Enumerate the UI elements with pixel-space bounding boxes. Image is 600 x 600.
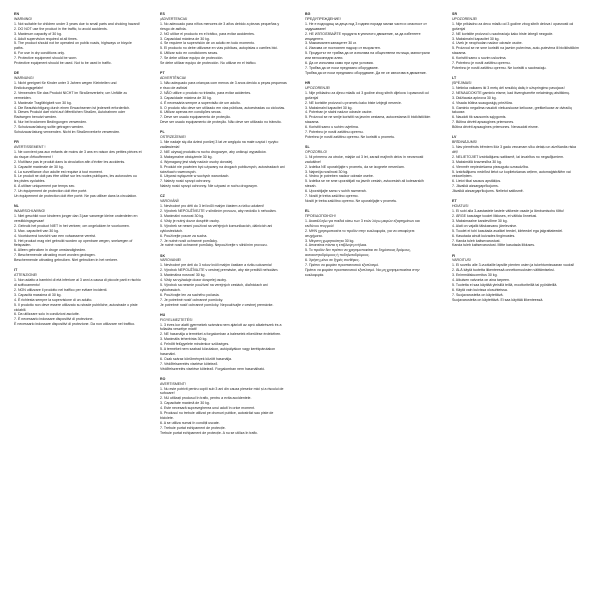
warning-line: 5. Il prodotto non deve essere utilizzato su strade pubbliche, autostrade o piste ciclabili. (14, 302, 138, 312)
warning-line: 3. Maximale Tragfähigkeit von 30 kg. (14, 100, 72, 105)
warning-line: 2. ÄRGE kasutage toodet liikluses, et vältida õnnetusi. (452, 214, 538, 218)
language-code: DE (14, 71, 20, 76)
warning-line: 5. Dieses Produkt darf nicht auf öffentlichen Straßen, Autobahnen oder Radwegen benutzt werden. (14, 110, 126, 120)
warning-line: 2. NE koristite proizvod u saobraćaju kako biste izbegli nezgode. (452, 31, 554, 36)
warning-heading: VAROVANIE! (160, 258, 182, 263)
warning-section-de (14, 71, 142, 135)
warning-line: 3. Maksimaalne kandevõime 30 kg. (452, 218, 508, 223)
warning-line: 5. O produto não deve ser utilizado em vias públicas, autoestradas ou ciclovias. (160, 105, 286, 110)
warning-line: Nositi je treba zaščitno opremo. Ne uporabljajte v prometu. (305, 199, 398, 203)
language-code: CZ (160, 194, 165, 199)
warning-line: 1. Niet geschikt voor kinderen jonger dan 3 jaar vanwege kleine onderdelen en verstikkingsgevaar! (14, 214, 138, 223)
warning-line: 4. Vedno je potreben nadzor odrasle osebe. (305, 174, 374, 179)
warning-section-nl (14, 204, 142, 263)
warning-line: 3. Maximum capacity of 30 kg. (14, 31, 62, 36)
warning-section-cz (160, 194, 288, 248)
warning-line: 5. Продуктът не трябва да се използва на обществени пътища, магистрали или велосипедни алеи. (305, 51, 430, 61)
language-code: NL (14, 204, 19, 209)
language-code: LV (452, 135, 457, 140)
warning-line: 1. Ne convient pas aux enfants de moins de 3 ans en raison des petites pièces et du risque d'étouffement ! (14, 149, 142, 159)
warning-line: 2. N'utilisez pas le produit dans la circulation afin d'éviter les accidents. (14, 159, 126, 164)
warning-line: 1. 3 éves kor alatti gyermekek számára nem ajánlott az apró alkatrészek és a fulladás veszélye miatt! (160, 322, 282, 332)
warning-line: 5. Izstrādājumu nedrīkst lietot uz koplietošanas ceļiem, automaģistrālēm vai veloceliņiem. (452, 169, 571, 179)
warning-heading: ΠΡΟΕΙΔΟΠΟΙΗΣΗ! (305, 214, 336, 218)
warning-heading: VAROVÁNÍ! (160, 199, 180, 204)
warning-line: 5. Produsul nu trebuie utilizat pe drumuri publice, autostrăzi sau piste de biciclete. (160, 411, 274, 420)
warning-line: Trebuie purtat echipament de protecție. A nu se utiliza în trafic. (160, 430, 259, 435)
warning-line: 1. Nije prikladno za decu mlađu od 3 godine zbog sitnih delova i opasnosti od gušenja! (452, 21, 574, 31)
warning-line: 7. Трябва да се носи предпазно оборудване. (305, 65, 379, 70)
warning-heading: ADVERTÊNCIA! (160, 76, 187, 81)
warning-line: 2. NELIETOJIET izstrādājumu satiksmē, lai izvairītos no negadījumiem. (452, 154, 565, 159)
warning-section-es (160, 12, 288, 66)
warning-section-fr (14, 140, 142, 199)
language-code: LT (452, 76, 457, 81)
warning-line: 6. Používajte len za suchého počasia. (160, 292, 220, 297)
warning-line: 2. Gebruik het product NIET in het verkeer, om ongelukken te voorkomen. (14, 223, 130, 228)
warning-line: 2. ÄLÄ käytä tuotetta liikenteessä onnettomuuksien välttämiseksi. (452, 268, 555, 273)
warning-line: 6. Naudoti tik sausomis sąlygomis. (452, 115, 507, 120)
language-code: SR (452, 12, 458, 16)
warning-line: 4. Vienmēr nepieciešama pieaugušo uzraudzība. (452, 164, 529, 169)
warning-line: 3. Maksymalne obciążenie 30 kg. (160, 154, 213, 159)
warning-heading: ĮSPĖJIMAS! (452, 80, 472, 85)
warning-line: 6. À utiliser uniquement par temps sec. (14, 184, 76, 189)
warning-line: 1. Ακατάλληλο για παιδιά κάτω των 3 ετών λόγω μικρών εξαρτημάτων και κινδύνου πνιγμού! (305, 218, 420, 228)
language-code: PT (160, 71, 165, 76)
warning-line: 6. Χρήση μόνο σε ξηρές συνθήκες. (305, 258, 360, 263)
language-code: ET (452, 199, 457, 204)
warning-line: Beschermende uitrusting gebruiken. Niet gebruiken in het verkeer. (14, 258, 118, 263)
warning-line: 1. Ei sobi alla 3-aastastele lastele väikeste osade ja lämbumisohu tõttu! (452, 209, 564, 214)
warning-line: Se debe utilizar equipo de protección. No utilizar en el tráfico. (160, 61, 257, 66)
warning-line: 3. Max. capaciteit van 30 kg. (14, 228, 59, 233)
warning-section-hr (305, 81, 433, 140)
warning-line: 5. Výrobek se nesmí používat na veřejných komunikacích, dálnicích ani cyklostezkách. (160, 223, 273, 233)
warning-line: 2. ΜΗΝ χρησιμοποιείτε το προϊόν στην κυκλοφορία, για να αποφύγετε ατυχήματα. (305, 228, 415, 238)
warning-line: 3. Capacidade máxima de 30 kg. (160, 95, 212, 100)
warning-line: 4. Uvek je neophodan nadzor odrasle osobe. (452, 41, 523, 46)
language-code: PL (160, 130, 165, 135)
warning-heading: VAROITUS! (452, 258, 471, 263)
warning-line: 6. Koristiti samo u suhim uvjetima. (305, 125, 359, 130)
warning-section-sr (452, 12, 580, 71)
warning-section-bg (305, 12, 433, 76)
warning-line: 3. Didžiausia apkrova 30 kg. (452, 95, 497, 100)
warning-line: 1. No adecuado para niños menores de 3 años debido a piezas pequeñas y riesgo de asfixia. (160, 21, 280, 31)
language-code: HR (305, 80, 311, 85)
warning-heading: UPOZORENJE! (452, 16, 478, 21)
warning-line: 6. Да се използва само при сухи условия. (305, 61, 374, 66)
warning-section-it (14, 268, 142, 327)
warning-section-ro (160, 377, 288, 436)
warning-line: Jāvalkā aizsargaprīkojums. Nelietot satiksmē. (452, 189, 524, 194)
warning-line: 4. Este necesară supravegherea unui adult în orice moment. (160, 406, 256, 411)
warning-line: 7. Należy nosić sprzęt ochronny. (160, 179, 211, 184)
warning-line: 4. La surveillance d'un adulte est requise à tout moment. (14, 169, 103, 174)
warning-section-el (305, 209, 433, 278)
warning-line: 7. È necessario indossare dispositivi di protezione. (14, 317, 94, 322)
warning-line: 5. Proizvod se ne sme koristiti na javnim putevima, auto-putevima ili biciklističkim stazama. (452, 46, 579, 56)
warning-line: 7. Schutzausrüstung sollte getragen werden. (14, 125, 85, 130)
warning-heading: OPOZORILO! (305, 149, 328, 154)
language-code: RO (160, 376, 166, 381)
warning-heading: AVERTISSEMENT ! (14, 145, 46, 150)
language-code: IT (14, 268, 18, 273)
warning-line: Un équipement de protection doit être porté. Ne pas utiliser dans la circulation. (14, 194, 138, 199)
warning-line: 7. Je potrebné nosiť ochranné pomôcky. (160, 297, 224, 302)
warning-line: 7. Nositi je treba zaščitno opremo. (305, 194, 359, 199)
warning-line: 4. Απαιτείται πάντα η επίβλεψη ενήλικα. (305, 243, 368, 248)
warning-line: 3. Μέγιστη χωρητικότητα 30 kg. (305, 238, 355, 243)
warning-line: Deve ser usado equipamento de proteção. Não deve ser utilizado no trânsito. (160, 120, 282, 125)
warning-line: 2. Izdelka NE uporabljajte v prometu, da se izognete nesrečam. (305, 164, 405, 169)
warning-line: 3. Maximální nosnost 30 kg. (160, 214, 205, 218)
warning-line: 5. Izdelka se ne sme uporabljati na javnih cestah, avtocestah ali kolesarskih stezah. (305, 179, 424, 189)
warning-line: 5. The product should not be operated on public roads, highways or bicycle paths. (14, 41, 132, 51)
language-code: EN (14, 12, 20, 16)
warning-line: 4. Die Beaufsichtigung durch einen Erwachsenen ist jederzeit erforderlich. (14, 105, 131, 110)
warning-line: 7. Jāvalkā aizsargaprīkojums. (452, 184, 499, 189)
warning-line: 4. Visada būtina suaugusiųjų priežiūra. (452, 100, 513, 105)
warning-line: 5. Produkt nie powinien być używany na drogach publicznych, autostradach ani ścieżkach rowerowych. (160, 164, 285, 174)
warning-line: 1. Não adequado para crianças com menos de 3 anos devido a peças pequenas e risco de asfixia! (160, 80, 287, 90)
warning-line: 6. Używać wyłącznie w suchych warunkach. (160, 174, 230, 179)
warning-heading: ¡ADVERTENCIA! (160, 16, 188, 21)
warning-heading: AVERTISMENT! (160, 381, 186, 386)
warning-line: Należy nosić sprzęt ochronny. Nie używać w ruchu drogowym. (160, 184, 258, 189)
warning-line: 1. Nav piemērots bērniem līdz 3 gadu vecumam sīku detaļu un aizrīšanās riska dēļ! (452, 145, 577, 154)
warning-heading: FIGYELMEZTETÉS! (160, 317, 193, 322)
language-code: EL (305, 209, 310, 214)
warning-heading: WARNING! (14, 16, 32, 21)
warning-line: Suojavarusteita on käytettävä. Ei saa käyttää liikenteessä. (452, 297, 544, 302)
warning-line: 5. Výrobok sa nesmie používať na verejných cestách, diaľniciach ani cyklotrasách. (160, 282, 268, 292)
warning-line: 5. A terméket nem szabad közutakon, autópályákon vagy kerékpárutakon használni. (160, 347, 276, 356)
warning-line: 7. Būtina dėvėti apsaugines priemones. (452, 120, 515, 125)
warning-line: Būtina dėvėti apsaugines priemones. Nenaudoti eisme. (452, 125, 539, 130)
warning-line: 1. Non adatto a bambini di età inferiore ai 3 anni a causa di piccole parti e rischio di soffocamento! (14, 278, 141, 287)
warning-line: 1. Не е подходящ за деца под 3 години поради малки части и опасност от задушаване! (305, 21, 427, 31)
language-code: FI (452, 253, 456, 258)
warning-line: 7. Je nutné nosit ochranné pomůcky. (160, 238, 218, 243)
warning-line: 6. Koristiti samo u suvim uslovima. (452, 56, 507, 61)
warning-line: 2. Výrobek NEPOUŽÍVEJTE v silničním provozu, aby nedošlo k nehodám. (160, 209, 277, 214)
warning-line: 4. È richiesta sempre la supervisione di un adulto. (14, 297, 93, 302)
warning-line: 3. Capacità massima di 30 kg. (14, 292, 62, 297)
warning-line: Πρέπει να φοράτε προστατευτικό εξοπλισμό. Να μη χρησιμοποιείται στην κυκλοφορία. (305, 267, 420, 277)
warning-line: 4. Изисква се постоянен надзор от възрастен. (305, 46, 381, 51)
language-code: FR (14, 140, 19, 145)
warning-line: 1. Netinka vaikams iki 3 metų dėl smulkių dalių ir užspringimo pavojaus! (452, 85, 565, 90)
warning-section-pt (160, 71, 288, 125)
warning-section-sl (305, 145, 433, 204)
warning-line: 2. NENAUDOKITE gaminio eisme, kad išvengtumėte nelaimingų atsitikimų. (452, 90, 571, 95)
warning-line: 7. Protective equipment should be worn. (14, 56, 78, 61)
warning-line: 2. NÃO utilize o produto no trânsito, para evitar acidentes. (160, 90, 252, 95)
warning-line: 3. Maksimalni kapacitet 30 kg. (452, 36, 500, 41)
warning-section-pl (160, 130, 288, 189)
warning-line: 5. Το προϊόν δεν πρέπει να χρησιμοποιείται σε δημόσιους δρόμους, αυτοκινητοδρόμους ή ποδηλατοδρόμους. (305, 248, 411, 258)
warning-line: 4. É necessária sempre a supervisão de um adulto. (160, 100, 241, 105)
warning-line: 6. Kasutada ainult kuivades tingimustes. (452, 233, 516, 238)
warning-line: 1. Not suitable for children under 3 years due to small parts and choking hazard! (14, 21, 140, 26)
warning-line: 4. Potreban je stalni nadzor odrasle osobe. (305, 110, 373, 115)
warning-line: 3. Maksimālā kravnesība 30 kg. (452, 159, 502, 164)
warning-heading: ПРЕДУПРЕЖДЕНИЕ! (305, 16, 341, 21)
warning-line: 7. Un équipement de protection doit être porté. (14, 189, 88, 194)
warning-line: Schutzausrüstung verwenden. Nicht im Straßenverkehr verwenden. (14, 130, 121, 135)
warning-line: 7. Beschermende uitrusting moet worden gedragen. (14, 253, 96, 258)
warning-line: 3. Capacitate maximă de 30 kg. (160, 401, 210, 406)
warning-line: Je nutné nosit ochranné pomůcky. Nepoužívejte v silničním provozu. (160, 243, 268, 248)
warning-line: 2. НЕ ИЗПОЛЗВАЙТЕ продукта в уличното движение, за да избегнете инциденти. (305, 31, 421, 41)
language-code: BG (305, 12, 311, 16)
warning-line: 7. Trebuie purtat echipament de protecție. (160, 425, 226, 430)
warning-line: 4. Aikuisen valvonta on aina tarpeen. (452, 278, 510, 283)
warning-line: 6. Utilizar apenas em condições secas. (160, 110, 222, 115)
warning-line: Protective equipment should be used. Not to be used in traffic. (14, 61, 112, 66)
warning-line: 3. Enimmäiskuormitus 30 kg. (452, 273, 498, 278)
warning-line: 6. A se utiliza numai în condiții uscate. (160, 420, 220, 425)
warning-line: 3. Capacité maximale de 30 kg. (14, 164, 64, 169)
warning-heading: ATTENZIONE! (14, 273, 38, 278)
warning-line: 4. Voortdurend toezicht van een volwassene vereist. (14, 233, 97, 238)
warning-line: 5. El producto no debe utilizarse en vías públicas, autopistas o carriles bici. (160, 46, 278, 51)
warning-line: 1. Nie nadaje się dla dzieci poniżej 3 lat ze względu na małe części i ryzyko zadławienia! (160, 140, 279, 150)
warning-section-lt (452, 76, 580, 130)
warning-heading: UPOZORENJE! (305, 85, 331, 90)
warning-line: 7. Πρέπει να φοράτε προστατευτικό εξοπλισμό. (305, 263, 380, 268)
warning-line: 6. Alleen gebruiken in droge omstandigheden. (14, 248, 87, 253)
warning-line: 4. Vždy sa vyžaduje dozor dospelej osoby. (160, 278, 227, 283)
warning-heading: OSTRZEŻENIE! (160, 135, 186, 140)
warning-line: 5. Le produit ne doit pas être utilisé sur les routes publiques, les autoroutes ou les pistes cyclables. (14, 174, 137, 184)
warning-line: 2. DO NOT use the product in the traffic, to avoid accidents. (14, 26, 108, 31)
warning-line: 4. Wymagany jest stały nadzór osoby dorosłej. (160, 159, 234, 164)
warning-heading: HOIATUS! (452, 204, 469, 209)
warning-line: 6. Používejte pouze za sucha. (160, 233, 208, 238)
warning-line: 1. Nije prikladno za djecu mlađu od 3 godine zbog sitnih dijelova i opasnosti od gušenja! (305, 90, 429, 100)
warning-heading: WARNUNG! (14, 76, 34, 81)
text-column-3 (305, 12, 433, 283)
warning-line: Je potrebné nosiť ochranné pomôcky. Nepoužívajte v cestnej premávke. (160, 302, 274, 307)
text-column-1 (14, 12, 142, 332)
language-code: HU (160, 312, 166, 317)
text-column-2 (160, 12, 288, 441)
warning-line: 2. NU utilizați produsul în trafic, pentru a evita accidentele. (160, 396, 252, 401)
warning-line: 7. Deve ser usado equipamento de proteção. (160, 115, 231, 120)
warning-section-fi (452, 254, 580, 303)
warning-line: 4. Felnőtt felügyelete mindenkor szükséges. (160, 342, 230, 347)
warning-line: 5. Tuotetta ei saa käyttää yleisillä teillä, moottoriteillä tai pyöräteillä. (452, 282, 558, 287)
warning-line: 6. Da utilizzare solo in condizioni asciutte. (14, 312, 80, 317)
warning-line: 1. Ei sovellu alle 3-vuotiaille lapsille pienten osien ja tukehtumisvaaran vuoksi! (452, 263, 575, 268)
warning-line: Potrebno je nositi zaštitnu opremu. Ne koristiti u prometu. (305, 134, 396, 139)
language-code: SK (160, 253, 166, 258)
warning-line: 3. Največja nosilnost 30 kg. (305, 169, 349, 174)
warning-line: 7. Potrebno je nositi zaštitnu opremu. (305, 130, 364, 135)
warning-line: 1. Ni primerno za otroke, mlajše od 3 let, zaradi majhnih delov in nevarnosti zadušitve! (305, 154, 424, 164)
warning-line: 4. Se requiere la supervisión de un adulto en todo momento. (160, 41, 256, 46)
warning-line: 2. NE koristite proizvod u prometu kako biste izbjegli nesreće. (305, 100, 402, 105)
warning-heading: BRĪDINĀJUMS! (452, 140, 478, 145)
language-code: SL (305, 145, 310, 150)
warning-line: 4. Adult supervision required at all times. (14, 36, 78, 41)
warning-line: 7. Kanda tuleb kaitsevarustust. (452, 238, 501, 243)
warning-section-hu (160, 313, 288, 372)
warning-line: 4. Alati on vajalik täiskasvanu järelevalve. (452, 223, 518, 228)
warning-line: 1. Nevhodné pre deti do 3 rokov kvôli malým častiam a riziku udusenia! (160, 263, 272, 268)
warning-line: Potrebno je nositi zaštitnu opremu. Ne koristiti u saobraćaju. (452, 65, 547, 70)
warning-line: 2. Verwenden Sie das Produkt NICHT im Straßenverkehr, um Unfälle zu vermeiden. (14, 90, 128, 100)
warning-line: 6. Lietot tikai sausos apstākļos. (452, 179, 502, 184)
warning-line: È necessario indossare dispositivi di protezione. Da non utilizzare nel traffico. (14, 322, 136, 327)
warning-line: 6. Utilizar solo en condiciones secas. (160, 51, 219, 56)
warning-line: 3. Максимален капацитет 30 кг. (305, 41, 357, 46)
warning-line: 2. NON utilizzare il prodotto nel traffico per evitare incidenti. (14, 287, 108, 292)
warning-line: 6. For use in dry conditions only. (14, 51, 65, 56)
warning-line: 1. Nu este potrivit pentru copiii sub 3 ani din cauza pieselor mici și a riscului de sufocare! (160, 386, 284, 396)
warning-line: 7. Se debe utilizar equipo de protección. (160, 56, 224, 61)
warning-line: 7. Védőfelszerelés viselése kötelező. (160, 361, 219, 366)
warning-line: 2. NO utilice el producto en el tráfico, para evitar accidentes. (160, 31, 255, 36)
warning-line: 4. Vždy je nutný dozor dospělé osoby. (160, 218, 220, 223)
warning-line: 3. Maximálna nosnosť 30 kg. (160, 273, 206, 278)
warning-line: 5. Het product mag niet gebruikt worden op openbare wegen, snelwegen of fietspaden. (14, 238, 133, 248)
text-column-4 (452, 12, 580, 308)
warning-section-en (14, 12, 142, 66)
warning-line: 6. Csak száraz körülmények között használja. (160, 356, 232, 361)
language-code: ES (160, 12, 165, 16)
warning-line: 6. Nur bei trockenen Bedingungen verwenden. (14, 120, 88, 125)
warning-line: 3. Maximális teherbírás 30 kg. (160, 337, 208, 342)
warning-line: 3. Maksimalni kapacitet 30 kg. (305, 105, 353, 110)
warning-line: 5. Toodet ei tohi kasutada avalikel teedel, kiirteedel ega jalgrattateedel. (452, 228, 564, 233)
warning-line: 7. Suojavarusteita on käytettävä. (452, 292, 504, 297)
warning-line: 5. Gaminio negalima naudoti viešuosiuose keliuose, greitkeliuose ar dviračių takuose. (452, 105, 572, 115)
warning-line: 6. Käytä vain kuivissa olosuhteissa. (452, 287, 508, 292)
warning-line: 6. Uporabljajte samo v suhih razmerah. (305, 189, 367, 194)
warning-line: 1. Nicht geeignet für Kinder unter 3 Jahren wegen Kleinteilen und Erstickungsgefahr! (14, 80, 117, 90)
warning-line: 1. Nevhodné pro děti do 3 let kvůli malým částem a riziku udušení! (160, 204, 265, 209)
warning-line: 2. NIE używaj produktu w ruchu drogowym, aby uniknąć wypadków. (160, 149, 267, 154)
warning-line: Kanda tuleb kaitsevarustust. Mitte kasutada liikluses. (452, 243, 536, 248)
warning-line: Трябва да се носи предпазно оборудване. Да не се използва в движение. (305, 70, 427, 75)
warning-section-et (452, 199, 580, 248)
warning-line: 2. Výrobok NEPOUŽÍVAJTE v cestnej premávke, aby ste predišli nehodám. (160, 268, 279, 273)
warning-section-sk (160, 254, 288, 308)
warning-heading: WAARSCHUWING! (14, 209, 46, 214)
warning-line: Védőfelszerelés viselése kötelező. Forgalomban nem használható. (160, 366, 266, 371)
warning-line: 7. Potrebno je nositi zaštitnu opremu. (452, 61, 511, 66)
warning-line: 5. Proizvod se ne smije koristiti na javnim cestama, autocestama ili biciklističkim stazama. (305, 115, 431, 125)
warning-line: 3. Capacidad máxima de 30 kg. (160, 36, 210, 41)
warning-line: 2. NE használja a terméket a forgalomban a balesetek elkerülése érdekében. (160, 332, 282, 337)
warning-section-lv (452, 135, 580, 194)
